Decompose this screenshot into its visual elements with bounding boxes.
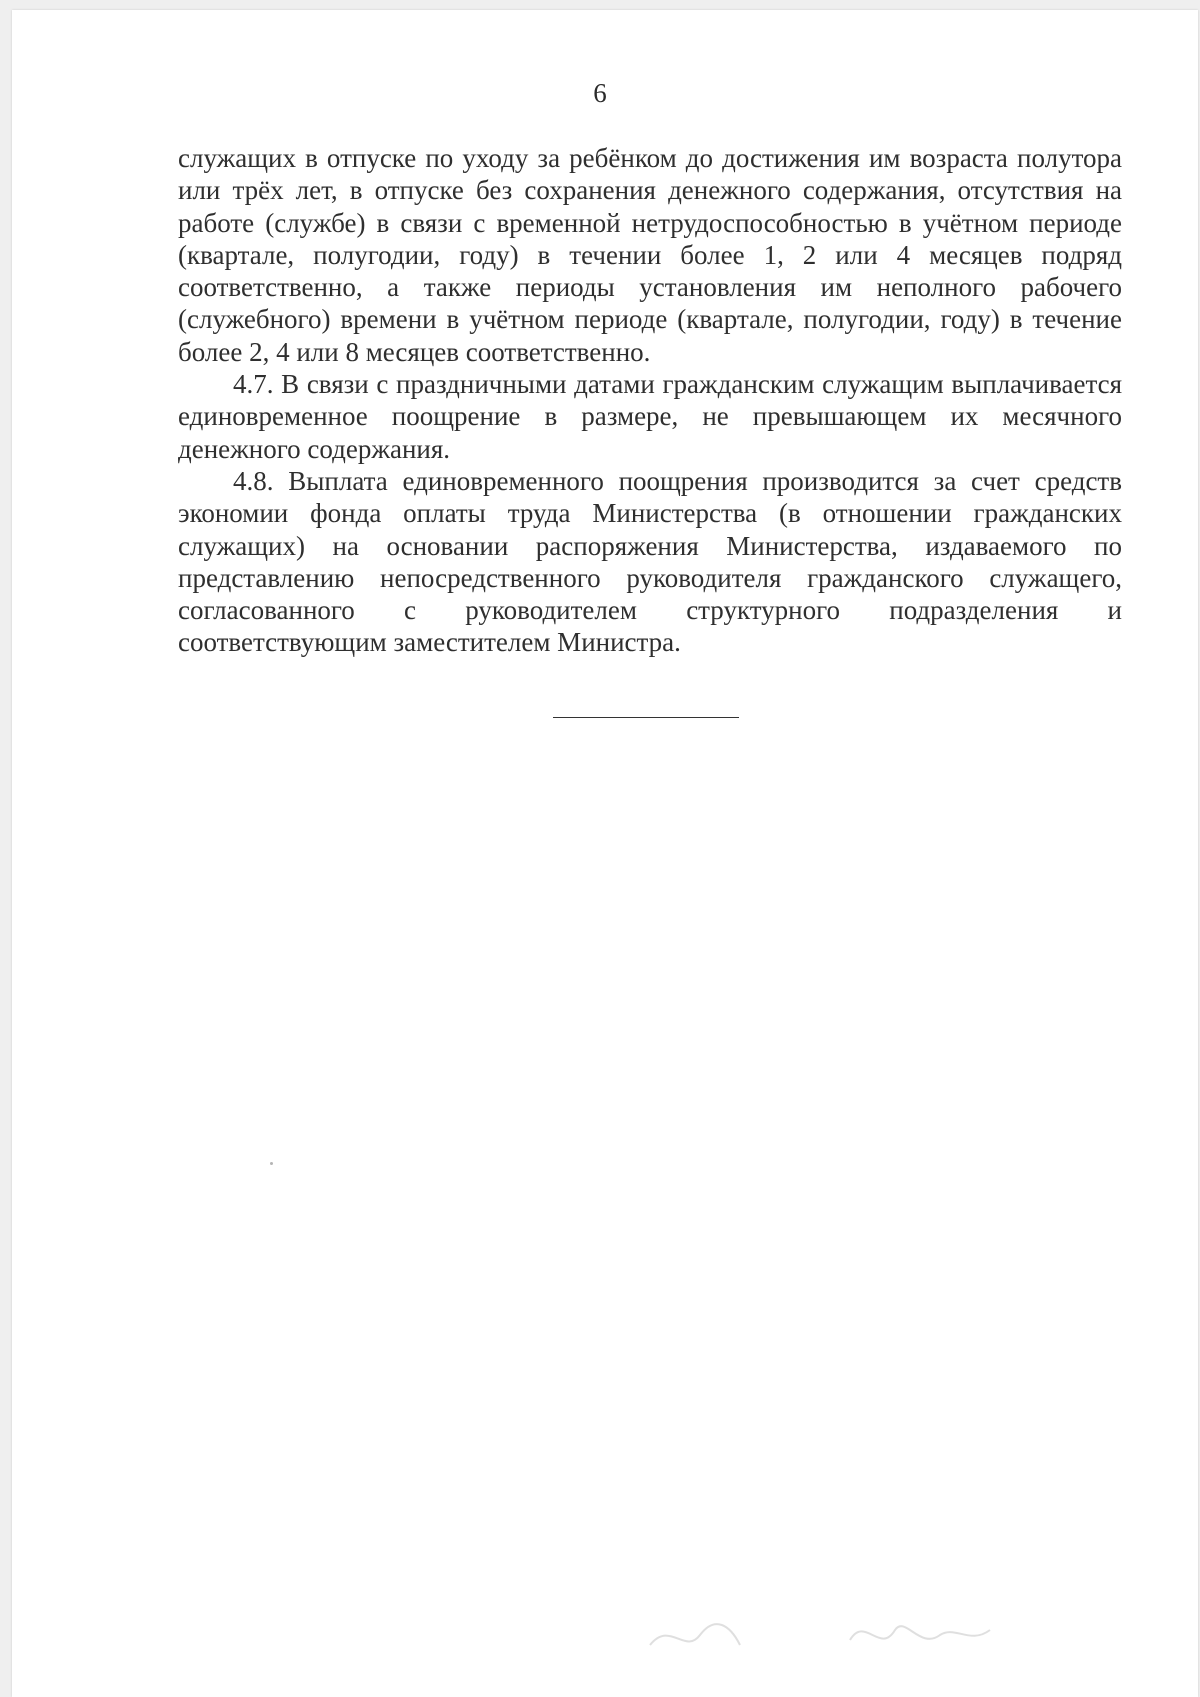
end-divider-line [553,717,739,718]
paragraph-4-8: 4.8. Выплата единовременного поощрения производится за счет средств экономии фонда оплаты труда Министерства (в отношении гражданских служащих) на основании распоряжения Министерства, издаваемого по представлению непосредственного руководителя гражданского служащего, согласованного с руководителем структурного подразделения и соответствующим заместителем Министра. [178,465,1122,658]
document-body [178,142,1122,659]
scan-speck [270,1162,273,1165]
paragraph-continuation: служащих в отпуске по уходу за ребёнком до достижения им возраста полутора или трёх лет, в отпуске без сохранения денежного содержания, отсутствия на работе (службе) в связи с временной нетрудоспособностью в учётном периоде (квартале, полугодии, году) в течении более 1, 2 или 4 месяцев подряд соответственно, а также периоды установления им неполного рабочего (служебного) времени в учётном периоде (квартале, полугодии, году) в течение более 2, 4 или 8 месяцев соответственно. [178,143,1122,367]
paragraph-4-7: 4.7. В связи с праздничными датами гражданским служащим выплачивается единовременное поощрение в размере, не превышающем их месячного денежного содержания. [178,369,1122,464]
faint-signature-mark [640,1600,1000,1660]
page-number: 6 [593,78,607,108]
